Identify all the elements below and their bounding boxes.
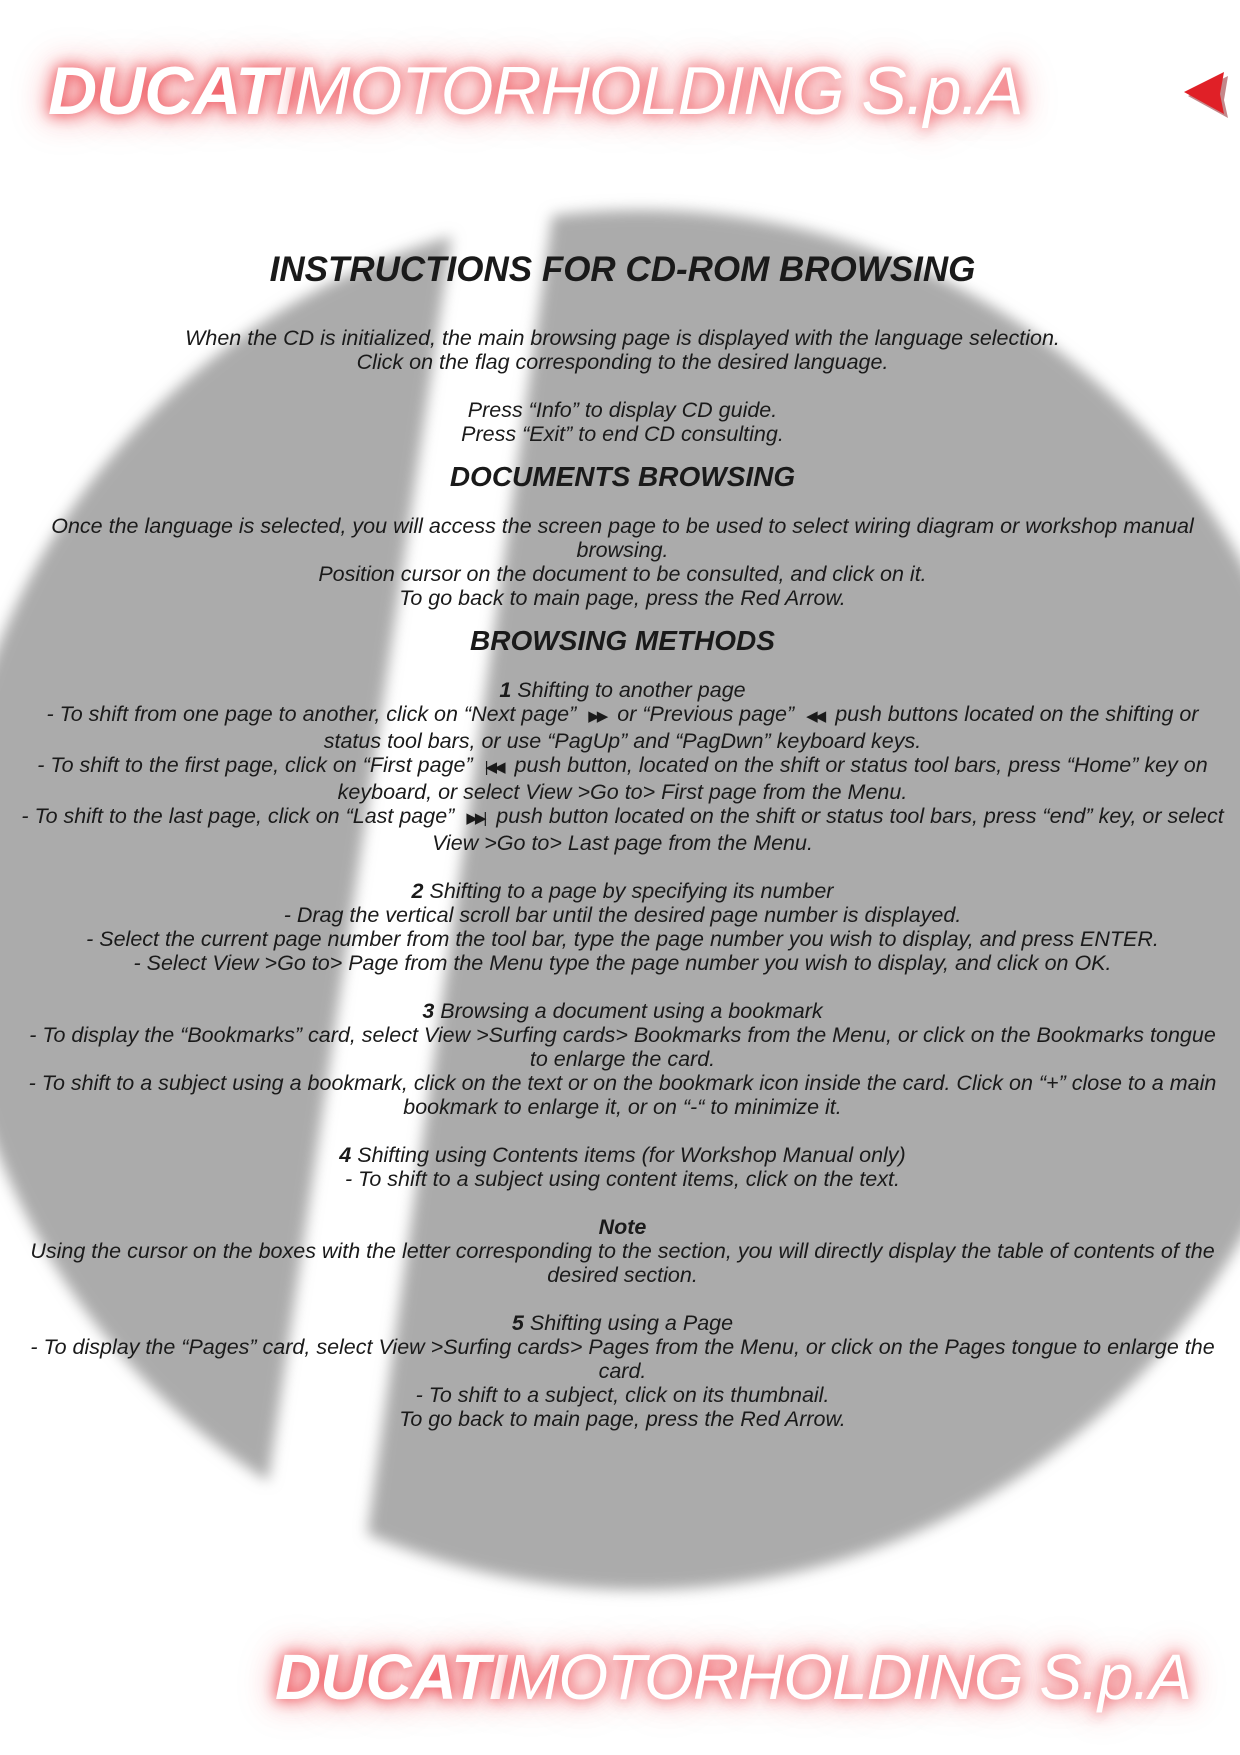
text-part: - To shift to the last page, click on “Last page” [21, 804, 461, 828]
section-1-line-3 [20, 804, 1225, 855]
text-part: - To shift to the first page, click on “First page” [37, 753, 479, 777]
first-page-icon: |◀◀ [484, 759, 503, 776]
section-4-line-1: - To shift to a subject using content items, click on the text. [345, 1167, 900, 1191]
section-2-line-2: - Select the current page number from the tool bar, type the page number you wish to display, and press ENTER. [86, 927, 1159, 951]
section-2-title-text: Shifting to a page by specifying its number [423, 879, 834, 903]
section-1-line-2 [20, 753, 1225, 804]
section-5-line-2: - To shift to a subject, click on its thumbnail. [415, 1383, 830, 1407]
section-4-title [20, 1143, 1225, 1167]
text-part: - To shift from one page to another, click on “Next page” [46, 702, 583, 726]
section-3-number: 3 [422, 999, 435, 1023]
section-2-line-3: - Select View >Go to> Page from the Menu type the page number you wish to display, and click on OK. [133, 951, 1112, 975]
documents-line-1: Once the language is selected, you will access the screen page to be used to select wiring diagram or workshop manual browsing. [51, 514, 1194, 562]
note-text: Using the cursor on the boxes with the letter corresponding to the section, you will directly display the table of contents of the desired section. [30, 1239, 1215, 1287]
intro-line-2: Click on the flag corresponding to the desired language. [356, 350, 889, 374]
text-part: or “Previous page” [611, 702, 801, 726]
brand-logo-bottom [275, 1640, 1191, 1714]
section-2-title [20, 879, 1225, 903]
section-5-title-text: Shifting using a Page [523, 1311, 734, 1335]
brand-logo-light: MOTORHOLDING S.p.A [293, 53, 1023, 129]
section-5-line-3: To go back to main page, press the Red Arrow. [399, 1407, 846, 1431]
section-5-line-1: - To display the “Pages” card, select View >Surfing cards> Pages from the Menu, or click on the Pages tongue to enlarge the card. [30, 1335, 1215, 1383]
red-arrow-left-icon[interactable] [1182, 70, 1232, 120]
section-2-number: 2 [411, 879, 424, 903]
documents-heading: DOCUMENTS BROWSING [449, 461, 796, 492]
page-title: INSTRUCTIONS FOR CD-ROM BROWSING [269, 250, 976, 289]
brand-logo-light: MOTORHOLDING S.p.A [506, 1641, 1191, 1713]
brand-logo-bold: DUCATI [48, 53, 294, 129]
instructions-content [20, 250, 1225, 1431]
section-3-title-text: Browsing a document using a bookmark [434, 999, 823, 1023]
section-5-number: 5 [511, 1311, 524, 1335]
section-3-line-2: - To shift to a subject using a bookmark, click on the text or on the bookmark icon inside the card. Click on “+” close to a main bookmark to enlarge it, or on “-“ to minimize it. [28, 1071, 1217, 1119]
text-part: push button located on the shift or status tool bars, press “end” key, or select View >Go to> Last page from the Menu. [432, 804, 1224, 855]
text-part: push button, located on the shift or status tool bars, press “Home” key on keyboard, or select View >Go to> First page from the Menu. [337, 753, 1208, 804]
documents-line-2: Position cursor on the document to be consulted, and click on it. [318, 562, 927, 586]
next-page-icon: ▶▶ [588, 708, 606, 725]
brand-logo-bold: DUCATI [275, 1641, 506, 1713]
brand-logo-top [48, 52, 1023, 130]
section-1-line-1 [20, 702, 1225, 753]
section-4-title-text: Shifting using Contents items (for Workshop Manual only) [351, 1143, 906, 1167]
previous-page-icon: ◀◀ [806, 708, 824, 725]
intro-line-3: Press “Info” to display CD guide. [467, 398, 778, 422]
section-1-title-text: Shifting to another page [511, 678, 746, 702]
section-2-line-1: - Drag the vertical scroll bar until the desired page number is displayed. [283, 903, 962, 927]
intro-line-1: When the CD is initialized, the main browsing page is displayed with the language selection. [185, 326, 1060, 350]
methods-heading: BROWSING METHODS [470, 625, 775, 656]
section-1-title [20, 678, 1225, 702]
section-3-line-1: - To display the “Bookmarks” card, select View >Surfing cards> Bookmarks from the Menu, or click on the Bookmarks tongue to enlarge the card. [29, 1023, 1216, 1071]
documents-line-3: To go back to main page, press the Red Arrow. [399, 586, 846, 610]
section-5-title [20, 1311, 1225, 1335]
section-4-number: 4 [339, 1143, 352, 1167]
section-3-title [20, 999, 1225, 1023]
note-title: Note [598, 1215, 647, 1239]
intro-line-4: Press “Exit” to end CD consulting. [461, 422, 784, 446]
text-part: push buttons located on the shifting or status tool bars, or use “PagUp” and “PagDwn” keyboard keys. [323, 702, 1199, 753]
last-page-icon: ▶▶| [466, 810, 485, 827]
section-1-number: 1 [499, 678, 512, 702]
